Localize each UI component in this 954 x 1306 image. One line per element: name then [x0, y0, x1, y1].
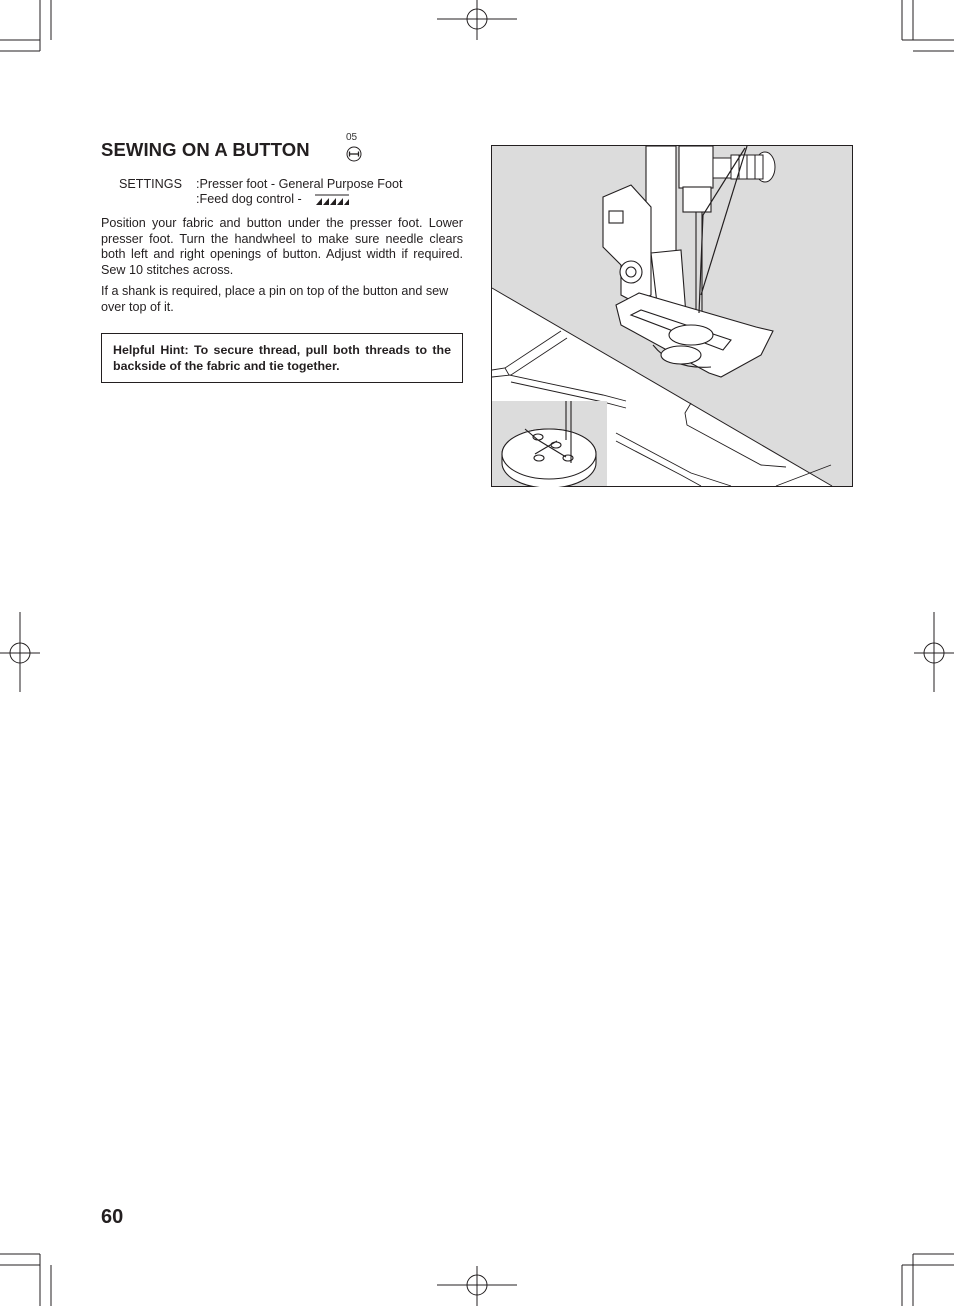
feed-dog-lowered-icon [314, 194, 350, 206]
button-sewing-illustration [491, 145, 853, 487]
shank-paragraph: If a shank is required, place a pin on top of the button and sew over top of it. [101, 284, 449, 314]
page-title: SEWING ON A BUTTON [101, 139, 310, 160]
stitch-code: 05 [346, 132, 358, 143]
page-number: 60 [101, 1206, 124, 1228]
instructions-paragraph: Position your fabric and button under the presser foot. Lower presser foot. Turn the handwheel to make sure needle clears both left and right openings of button. Adjust width if required. Sew 10 stitches across. [101, 216, 463, 277]
button-sew-stitch-icon [345, 146, 363, 162]
helpful-hint-box: Helpful Hint: To secure thread, pull both threads to the backside of the fabric and tie together. [101, 333, 463, 383]
presser-foot-setting: :Presser foot - General Purpose Foot [196, 177, 403, 191]
settings-label: SETTINGS [119, 177, 182, 191]
feed-dog-setting: :Feed dog control - [196, 192, 302, 206]
